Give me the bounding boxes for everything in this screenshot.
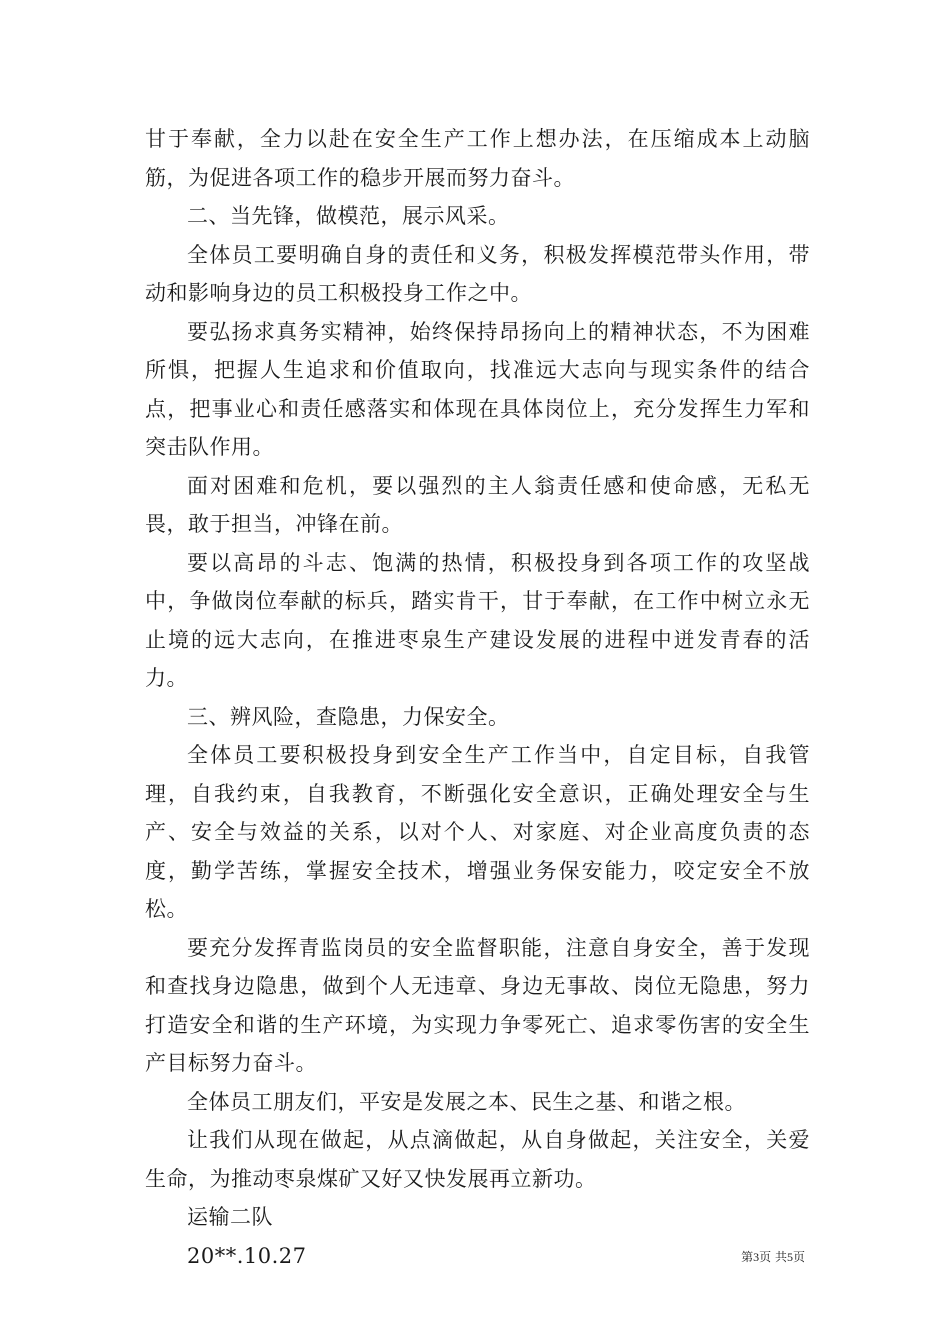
total-page-number: 5 [786,1250,793,1264]
paragraph: 面对困难和危机，要以强烈的主人翁责任感和使命感，无私无畏，敢于担当，冲锋在前。 [145,473,810,536]
paragraph: 全体员工要明确自身的责任和义务，积极发挥模范带头作用，带动和影响身边的员工积极投身工作之中。 [145,242,810,305]
paragraph: 让我们从现在做起，从点滴做起，从自身做起，关注安全，关爱生命，为推动枣泉煤矿又好又快发展再立新功。 [145,1128,810,1191]
document-body [145,120,810,1275]
footer-middle: 页 共 [759,1250,787,1264]
paragraph: 要充分发挥青监岗员的安全监督职能，注意自身安全，善于发现和查找身边隐患，做到个人无违章、身边无事故、岗位无隐患，努力打造安全和谐的生产环境，为实现力争零死亡、追求零伤害的安全生产目标努力奋斗。 [145,935,810,1075]
paragraph: 要以高昂的斗志、饱满的热情，积极投身到各项工作的攻坚战中，争做岗位奉献的标兵，踏实肯干，甘于奉献，在工作中树立永无止境的远大志向，在推进枣泉生产建设发展的进程中迸发青春的活力。 [145,550,810,690]
paragraph: 全体员工朋友们，平安是发展之本、民生之基、和谐之根。 [187,1089,746,1114]
paragraph-continuation: 甘于奉献，全力以赴在安全生产工作上想办法，在压缩成本上动脑筋，为促进各项工作的稳步开展而努力奋斗。 [145,127,810,190]
footer-prefix: 第 [741,1250,754,1264]
section-heading-3: 三、辨风险，查隐患，力保安全。 [187,704,510,729]
current-page-number: 3 [753,1250,760,1264]
paragraph: 全体员工要积极投身到安全生产工作当中，自定目标，自我管理，自我约束，自我教育，不断强化安全意识，正确处理安全与生产、安全与效益的关系，以对个人、对家庭、对企业高度负责的态度，勤学苦练，掌握安全技术，增强业务保安能力，咬定安全不放松。 [145,743,810,921]
section-heading-2: 二、当先锋，做模范，展示风采。 [187,204,510,228]
footer-suffix: 页 [792,1250,805,1264]
signature-organization: 运输二队 [187,1205,273,1229]
page-footer [741,1248,805,1265]
signature-date: 20**.10.27 [187,1243,307,1268]
paragraph: 要弘扬求真务实精神，始终保持昂扬向上的精神状态，不为困难所惧，把握人生追求和价值取向，找准远大志向与现实条件的结合点，把事业心和责任感落实和体现在具体岗位上，充分发挥生力军和突击队作用。 [145,319,810,459]
